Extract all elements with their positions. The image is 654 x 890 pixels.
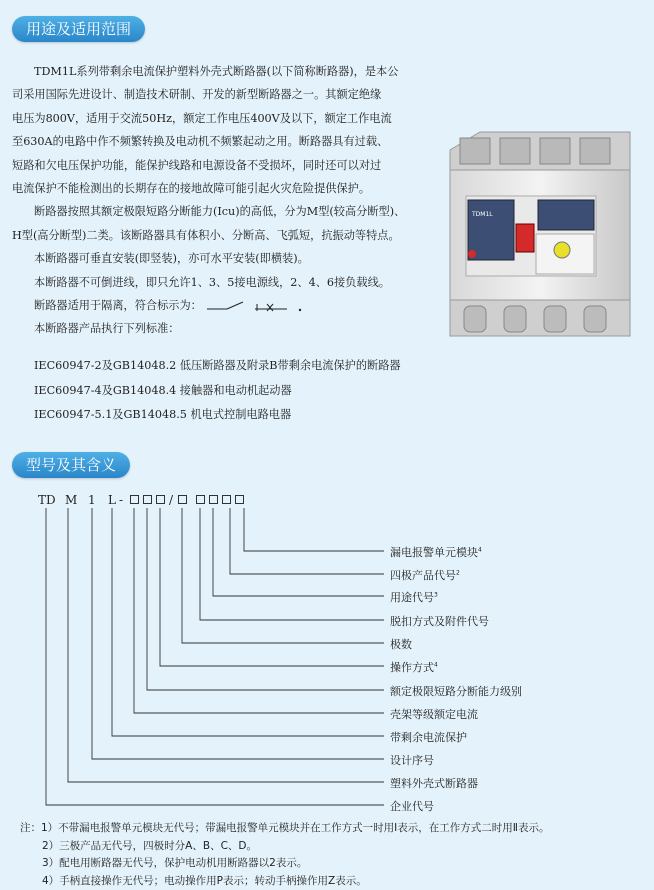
para2-line-1: 断路器按照其额定极限短路分断能力(Icu)的高低，分为M型(较高分断型)、 bbox=[34, 205, 406, 219]
note-1: 注：1）不带漏电报警单元模块无代号；带漏电报警单元模块并在工作方式一时用Ⅰ表示，在工作方式二时用Ⅱ表示。 bbox=[20, 822, 550, 834]
para1-line-5: 短路和欠电压保护功能，能保护线路和电源设备不受损坏，同时还可以对过 bbox=[12, 158, 382, 172]
leader-7 bbox=[147, 508, 384, 690]
wiring-line: 本断路器不可倒进线，即只允许1、3、5接电源线，2、4、6接负载线。 bbox=[34, 275, 390, 289]
para1-line-4: 至630A的电路中作不频繁转换及电动机不频繁起动之用。断路器具有过载、 bbox=[12, 135, 389, 149]
para2-line-2: H型(高分断型)二类。该断路器具有体积小、分断高、飞弧短，抗振动等特点。 bbox=[12, 228, 400, 242]
desc-5 bbox=[390, 636, 412, 652]
desc-3-text: 用途代号 bbox=[390, 591, 434, 604]
desc-12 bbox=[390, 798, 434, 814]
desc-7 bbox=[390, 683, 522, 699]
isolation-text: 断路器适用于隔离，符合标示为： bbox=[34, 299, 202, 313]
desc-1 bbox=[390, 544, 482, 560]
leader-8 bbox=[134, 508, 384, 713]
para1-line-6: 电流保护不能检测出的长期存在的接地故障可能引起火灾危险提供保护。 bbox=[12, 182, 371, 196]
leader-4 bbox=[200, 508, 384, 620]
leader-3 bbox=[213, 508, 384, 596]
desc-11-text: 塑料外壳式断路器 bbox=[390, 777, 478, 790]
leader-10 bbox=[92, 508, 384, 759]
note-4: 4）手柄直接操作无代号；电动操作用P表示；转动手柄操作用Z表示。 bbox=[42, 874, 367, 887]
code-1: 1 bbox=[88, 493, 96, 507]
standards-intro: 本断路器产品执行下列标准： bbox=[34, 322, 180, 336]
para1-line-2: 司采用国际先进设计、制造技术研制、开发的新型断路器之一。其额定绝缘 bbox=[12, 88, 382, 102]
desc-9 bbox=[390, 729, 467, 745]
desc-5-text: 极数 bbox=[390, 638, 412, 651]
desc-6-text: 操作方式 bbox=[390, 661, 434, 674]
section-title-model-text: 型号及其含义 bbox=[26, 456, 117, 474]
desc-8 bbox=[390, 706, 478, 722]
code-dash: - bbox=[119, 493, 124, 507]
leader-5 bbox=[182, 508, 384, 643]
leader-12 bbox=[46, 508, 384, 805]
desc-1-sup: 4 bbox=[478, 546, 482, 554]
desc-3 bbox=[390, 589, 438, 605]
leader-6 bbox=[160, 508, 384, 666]
leader-1 bbox=[244, 508, 384, 551]
desc-2-text: 四极产品代号 bbox=[390, 569, 456, 582]
desc-8-text: 壳架等级额定电流 bbox=[390, 708, 478, 721]
desc-7-text: 额定极限短路分断能力级别 bbox=[390, 685, 522, 698]
code-m: M bbox=[65, 493, 78, 507]
leader-2 bbox=[230, 508, 384, 574]
desc-6 bbox=[390, 659, 438, 675]
code-slash: / bbox=[169, 493, 174, 507]
standard-3: IEC60947-5.1及GB14048.5 机电式控制电路电器 bbox=[34, 408, 292, 421]
desc-2-sup: 2 bbox=[456, 569, 460, 577]
notes bbox=[20, 820, 549, 890]
desc-11 bbox=[390, 775, 478, 791]
standard-1: IEC60947-2及GB14048.2 低压断路器及附录B带剩余电流保护的断路器 bbox=[34, 359, 401, 372]
desc-9-text: 带剩余电流保护 bbox=[390, 731, 467, 744]
standard-2: IEC60947-4及GB14048.4 接触器和电动机起动器 bbox=[34, 384, 292, 397]
code-l: L bbox=[108, 493, 116, 507]
desc-12-text: 企业代号 bbox=[390, 800, 434, 813]
leader-9 bbox=[112, 508, 384, 736]
install-line: 本断路器可垂直安装(即竖装)，亦可水平安装(即横装)。 bbox=[34, 252, 309, 266]
note-3: 3）配电用断路器无代号，保护电动机用断路器以2表示。 bbox=[42, 857, 308, 870]
desc-1-text: 漏电报警单元模块 bbox=[390, 546, 478, 559]
desc-10-text: 设计序号 bbox=[390, 754, 434, 767]
desc-2 bbox=[390, 567, 460, 583]
para1-line-1: TDM1L系列带剩余电流保护塑料外壳式断路器(以下简称断路器)，是本公 bbox=[34, 65, 399, 78]
desc-4 bbox=[390, 613, 489, 629]
note-2: 2）三极产品无代号，四极时分A、B、C、D。 bbox=[42, 839, 257, 852]
leader-11 bbox=[68, 508, 384, 782]
desc-4-text: 脱扣方式及附件代号 bbox=[390, 615, 489, 628]
desc-3-sup: 3 bbox=[434, 591, 438, 599]
breaker-model-label: TDM1L bbox=[472, 211, 493, 218]
desc-10 bbox=[390, 752, 434, 768]
section-title-usage-text: 用途及适用范围 bbox=[26, 20, 132, 38]
code-td: TD bbox=[38, 493, 56, 507]
desc-6-sup: 4 bbox=[434, 661, 438, 669]
para1-line-3: 电压为800V，适用于交流50Hz，额定工作电压400V及以下，额定工作电流 bbox=[12, 111, 392, 125]
